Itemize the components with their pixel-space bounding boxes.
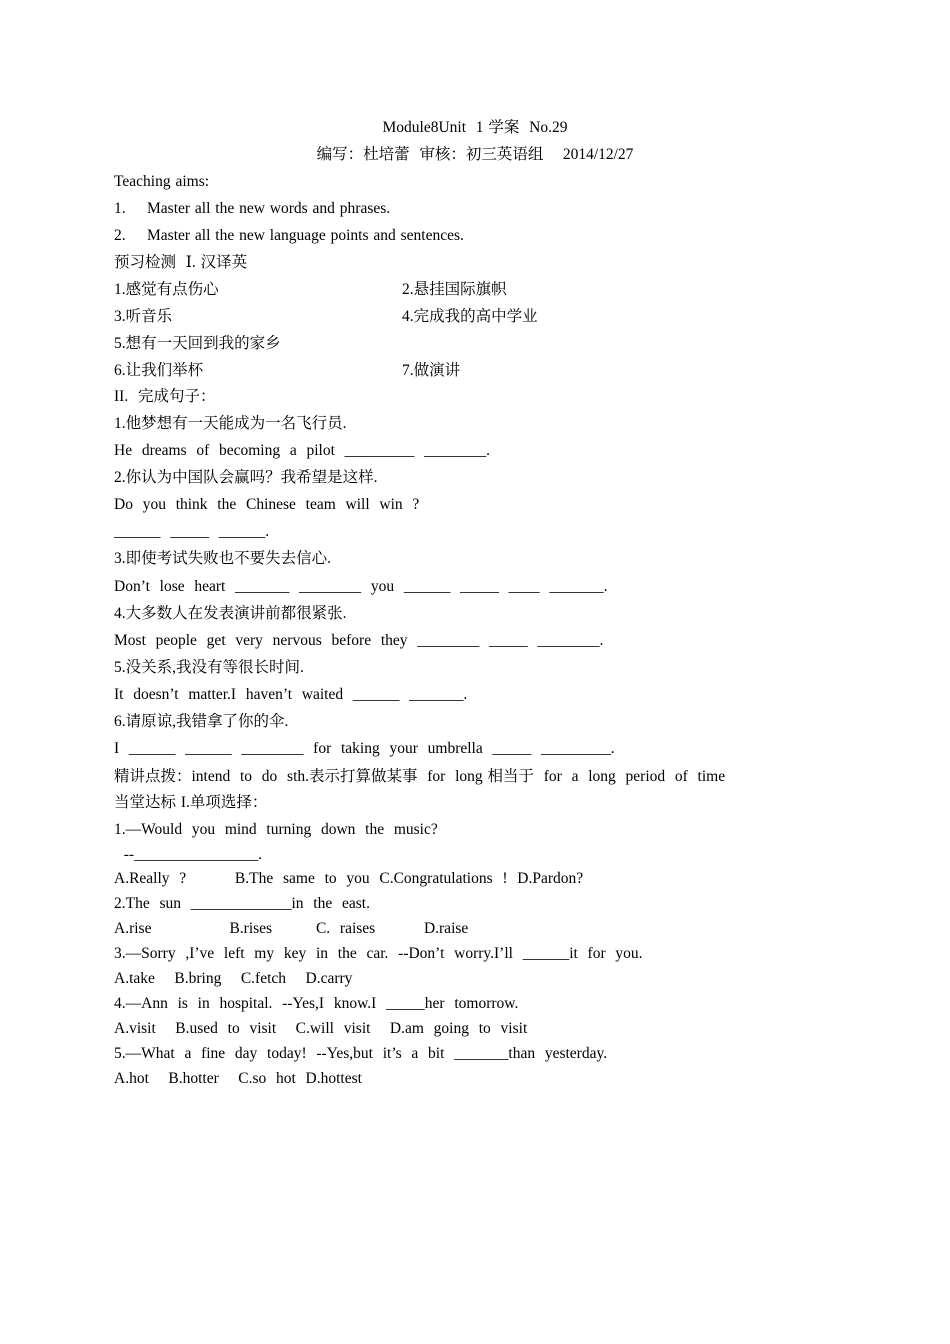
aim-text: Master all the new words and phrases.: [147, 200, 391, 217]
question-english: Most people get very nervous before they ________ _____ ________.: [114, 632, 604, 649]
aims-heading: Teaching aims:: [114, 173, 210, 190]
preview-item: 1.感觉有点伤心: [114, 281, 219, 298]
preview-item: 2.悬挂国际旗帜: [402, 281, 507, 298]
quiz-options: A.hot B.hotter C.so hot D.hottest: [114, 1070, 362, 1087]
complete-heading: II. 完成句子：: [114, 388, 216, 405]
quiz-question: 3.—Sorry ,I’ve left my key in the car. --Don’t worry.I’ll ______it for you.: [114, 945, 643, 962]
quiz-options: A.rise B.rises C. raises D.raise: [114, 920, 469, 937]
preview-item: 5.想有一天回到我的家乡: [114, 335, 281, 352]
aim-number: 2.: [114, 227, 126, 244]
byline: 编写：杜培蕾 审核：初三英语组 2014/12/27: [316, 146, 634, 163]
question-chinese: 4.大多数人在发表演讲前都很紧张.: [114, 605, 347, 622]
question-chinese: 6.请原谅,我错拿了你的伞.: [114, 713, 289, 730]
preview-heading: 预习检测 Ⅰ. 汉译英: [114, 254, 248, 271]
question-chinese: 1.他梦想有一天能成为一名飞行员.: [114, 415, 347, 432]
quiz-question: 4.—Ann is in hospital. --Yes,I know.I _____her tomorrow.: [114, 995, 519, 1012]
quiz-heading: 当堂达标 I.单项选择：: [114, 794, 268, 811]
page-title: Module8Unit 1 学案 No.29: [382, 119, 568, 136]
question-english: I ______ ______ ________ for taking your umbrella _____ _________.: [114, 740, 615, 757]
quiz-options: A.visit B.used to visit C.will visit D.am going to visit: [114, 1020, 528, 1037]
quiz-options: A.take B.bring C.fetch D.carry: [114, 970, 353, 987]
preview-item: 4.完成我的高中学业: [402, 308, 538, 325]
question-english: He dreams of becoming a pilot _________ ________.: [114, 442, 491, 459]
preview-item: 6.让我们举杯: [114, 362, 204, 379]
aim-item: [114, 200, 390, 218]
question-english: It doesn’t matter.I haven’t waited ______ _______.: [114, 686, 468, 703]
question-english: Don’t lose heart _______ ________ you ______ _____ ____ _______.: [114, 578, 608, 595]
aim-item: [114, 227, 464, 245]
quiz-reply: --________________.: [114, 846, 262, 863]
aim-number: 1.: [114, 200, 126, 217]
question-chinese: 3.即使考试失败也不要失去信心.: [114, 550, 332, 567]
quiz-options: A.Really ? B.The same to you C.Congratulations ! D.Pardon?: [114, 870, 584, 887]
teaching-tip: 精讲点拨：intend to do sth.表示打算做某事 for long 相当于 for a long period of time: [114, 768, 726, 785]
question-chinese: 2.你认为中国队会赢吗？我希望是这样.: [114, 469, 378, 486]
aim-text: Master all the new language points and sentences.: [147, 227, 464, 244]
quiz-question: 2.The sun _____________in the east.: [114, 895, 370, 912]
quiz-question: 5.—What a fine day today! --Yes,but it’s a bit _______than yesterday.: [114, 1045, 608, 1062]
question-chinese: 5.没关系,我没有等很长时间.: [114, 659, 304, 676]
preview-item: 3.听音乐: [114, 308, 173, 325]
question-english: Do you think the Chinese team will win ?: [114, 496, 420, 513]
preview-item: 7.做演讲: [402, 362, 461, 379]
answer-blanks: ______ _____ ______.: [114, 523, 270, 540]
quiz-question: 1.—Would you mind turning down the music?: [114, 821, 438, 838]
